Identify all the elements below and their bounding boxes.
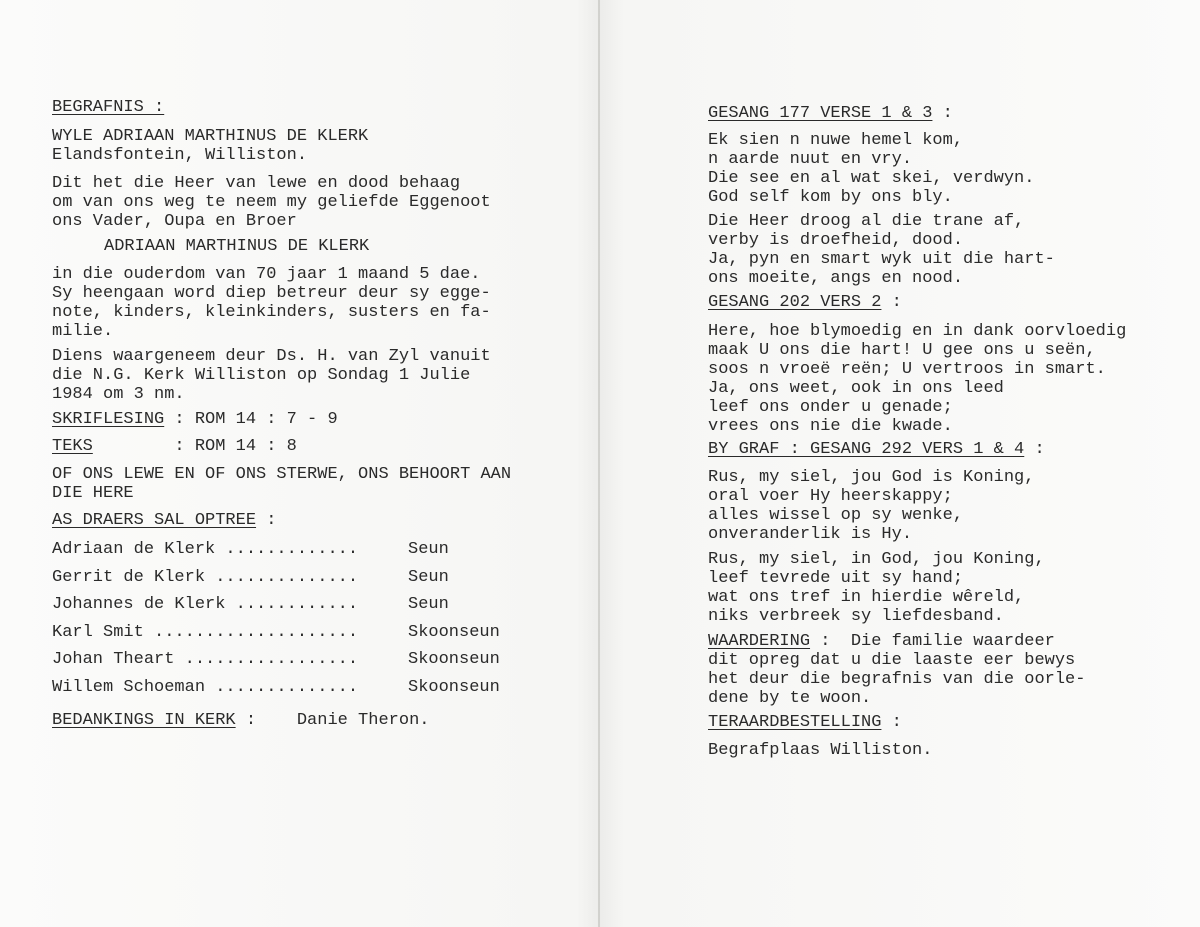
- bearer-row: [52, 536, 522, 564]
- deceased-name-centered: ADRIAAN MARTHINUS DE KLERK: [104, 237, 370, 256]
- hymn1-verse2: Die Heer droog al die trane af, verby is droefheid, dood. Ja, pyn en smart wyk uit die hart- ons moeite, angs en nood.: [708, 212, 1055, 288]
- sermon-text-value: : ROM 14 : 8: [92, 437, 297, 456]
- appreciation-label: WAARDERING: [708, 632, 811, 651]
- hymn3-verse2: Rus, my siel, in God, jou Koning, leef tevrede uit sy hand; wat ons tref in hierdie wêreld, niks verbreek sy liefdesband.: [708, 550, 1045, 626]
- sermon-text-label: TEKS: [52, 437, 93, 456]
- bearer-relation: Skoonseun: [408, 677, 500, 697]
- deceased-place-line: Elandsfontein, Williston.: [52, 146, 308, 165]
- page-fold: [598, 0, 600, 927]
- bearer-relation: Seun: [408, 567, 449, 587]
- grave-hymn-heading: BY GRAF : GESANG 292 VERS 1 & 4 :: [708, 440, 1045, 459]
- burial-heading: TERAARDBESTELLING :: [708, 713, 902, 732]
- church-thanks: [52, 711, 429, 730]
- bearer-row: [52, 564, 522, 592]
- age-paragraph: in die ouderdom van 70 jaar 1 maand 5 dae. Sy heengaan word diep betreur deur sy egge- note, kinders, kleinkinders, susters en fa- milie.: [52, 265, 491, 341]
- service-paragraph: Diens waargeneem deur Ds. H. van Zyl vanuit die N.G. Kerk Williston op Sondag 1 Julie 1984 om 3 nm.: [52, 347, 491, 404]
- announcement: Dit het die Heer van lewe en dood behaag om van ons weg te neem my geliefde Eggenoot ons Vader, Oupa en Broer: [52, 174, 491, 231]
- hymn2-heading: GESANG 202 VERS 2 :: [708, 293, 902, 312]
- verse-quote: OF ONS LEWE EN OF ONS STERWE, ONS BEHOORT AAN DIE HERE: [52, 465, 512, 503]
- funeral-heading: BEGRAFNIS :: [52, 98, 165, 117]
- appreciation: WAARDERING : Die familie waardeer dit opreg dat u die laaste eer bewys het deur die begrafnis van die oorle- dene by te woon.: [708, 632, 1086, 708]
- hymn2-verse: Here, hoe blymoedig en in dank oorvloedig maak U ons die hart! U gee ons u seën, soos n vroeë reën; U vertroos in smart. Ja, ons weet, ook in ons leed leef ons onder u genade; vrees ons nie die kwade.: [708, 322, 1127, 436]
- bearer-name: Willem Schoeman ..............: [52, 677, 359, 697]
- deceased-block: [52, 127, 368, 165]
- church-thanks-label: BEDANKINGS IN KERK: [52, 711, 236, 730]
- bearer-relation: Skoonseun: [408, 622, 500, 642]
- bearer-relation: Skoonseun: [408, 650, 500, 670]
- church-thanks-value: : Danie Theron.: [235, 711, 430, 730]
- hymn1-heading: GESANG 177 VERSE 1 & 3 :: [708, 104, 953, 123]
- bearer-name: Johan Theart .................: [52, 650, 359, 670]
- bearer-name: Adriaan de Klerk .............: [52, 540, 359, 560]
- bearer-relation: Seun: [408, 540, 449, 560]
- hymn1-verse1: Ek sien n nuwe hemel kom, n aarde nuut en vry. Die see en al wat skei, verdwyn. God self kom by ons bly.: [708, 131, 1035, 207]
- bearer-name: Gerrit de Klerk ..............: [52, 567, 359, 587]
- bearer-name: Johannes de Klerk ............: [52, 595, 359, 615]
- bearer-row: [52, 674, 522, 702]
- scripture-reading: [52, 410, 338, 429]
- scripture-reading-label: SKRIFLESING: [52, 410, 165, 429]
- bearer-row: [52, 619, 522, 647]
- bearers-list: [52, 536, 522, 701]
- scripture-reading-value: : ROM 14 : 7 - 9: [164, 410, 338, 429]
- bearer-row: [52, 591, 522, 619]
- bearer-row: [52, 646, 522, 674]
- deceased-name-line: WYLE ADRIAAN MARTHINUS DE KLERK: [52, 127, 369, 146]
- burial-place: Begrafplaas Williston.: [708, 741, 933, 760]
- bearer-relation: Seun: [408, 595, 449, 615]
- hymn3-verse1: Rus, my siel, jou God is Koning, oral voer Hy heerskappy; alles wissel op sy wenke, onveranderlik is Hy.: [708, 468, 1035, 544]
- sermon-text: [52, 437, 297, 456]
- bearer-name: Karl Smit ....................: [52, 622, 359, 642]
- bearers-heading: AS DRAERS SAL OPTREE :: [52, 511, 277, 530]
